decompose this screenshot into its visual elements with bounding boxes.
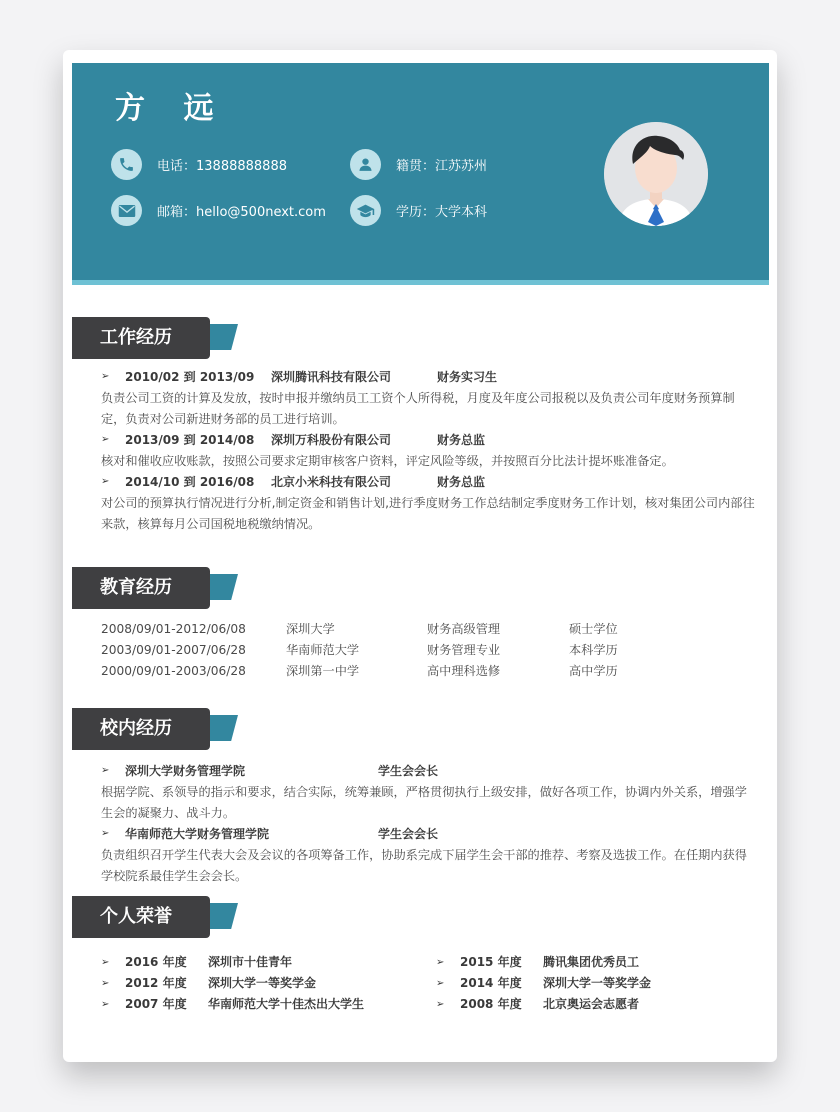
honor-title: 深圳市十佳青年 [208, 955, 293, 969]
edu-school: 深圳大学 [286, 622, 335, 636]
work-role: 财务总监 [437, 433, 486, 447]
honor-title: 北京奥运会志愿者 [543, 997, 640, 1011]
education-text: 学历：大学本科 [396, 205, 488, 220]
bullet-icon: ➢ [436, 999, 445, 1010]
bullet-icon: ➢ [101, 978, 110, 989]
section-work-title: 工作经历 [72, 317, 210, 359]
honor-year: 2015 年度 [460, 955, 522, 969]
edu-school: 深圳第一中学 [286, 664, 360, 678]
edu-degree: 高中学历 [569, 664, 618, 678]
bullet-icon: ➢ [101, 765, 110, 776]
edu-major: 财务高级管理 [427, 622, 501, 636]
section-work-header [72, 317, 242, 361]
phone-info [111, 149, 287, 180]
work-period: 2013/09 到 2014/08 [125, 433, 255, 447]
work-desc: 负责公司工资的计算及发放，按时申报并缴纳员工工资个人所得税，月度及年度公司报税以及负责公司年度财务预算制定，负责对公司新进财务部的员工进行培训。 [101, 391, 735, 426]
edu-major: 高中理科选修 [427, 664, 501, 678]
candidate-name: 方 远 [115, 91, 228, 126]
campus-org: 华南师范大学财务管理学院 [125, 827, 270, 841]
honor-title: 腾讯集团优秀员工 [543, 955, 640, 969]
section-honors-header [72, 896, 242, 940]
work-company: 深圳万科股份有限公司 [271, 433, 392, 447]
section-campus-header [72, 708, 242, 752]
email-text: 邮箱：hello@500next.com [157, 205, 326, 220]
campus-role: 学生会会长 [378, 827, 439, 841]
edu-period: 2008/09/01-2012/06/08 [101, 622, 246, 636]
resume-header [72, 63, 769, 285]
work-period: 2010/02 到 2013/09 [125, 370, 255, 384]
bullet-icon: ➢ [101, 999, 110, 1010]
honor-title: 深圳大学一等奖学金 [543, 976, 652, 990]
edu-school: 华南师范大学 [286, 643, 360, 657]
edu-major: 财务管理专业 [427, 643, 501, 657]
phone-icon [111, 149, 142, 180]
honor-year: 2016 年度 [125, 955, 187, 969]
bullet-icon: ➢ [101, 371, 110, 382]
honor-title: 华南师范大学十佳杰出大学生 [208, 997, 365, 1011]
work-role: 财务实习生 [437, 370, 498, 384]
bullet-icon: ➢ [101, 828, 110, 839]
graduation-cap-icon [350, 195, 381, 226]
campus-org: 深圳大学财务管理学院 [125, 764, 246, 778]
section-education-title: 教育经历 [72, 567, 210, 609]
work-company: 北京小米科技有限公司 [271, 475, 392, 489]
edu-degree: 本科学历 [569, 643, 618, 657]
honor-year: 2012 年度 [125, 976, 187, 990]
bullet-icon: ➢ [101, 434, 110, 445]
education-info [350, 195, 487, 226]
resume-page [63, 50, 777, 1062]
edu-period: 2003/09/01-2007/06/28 [101, 643, 246, 657]
edu-degree: 硕士学位 [569, 622, 618, 636]
honor-year: 2007 年度 [125, 997, 187, 1011]
honor-year: 2014 年度 [460, 976, 522, 990]
hometown-text: 籍贯：江苏苏州 [396, 159, 488, 174]
work-role: 财务总监 [437, 475, 486, 489]
honor-title: 深圳大学一等奖学金 [208, 976, 317, 990]
campus-desc: 根据学院、系领导的指示和要求，结合实际，统筹兼顾，严格贯彻执行上级安排，做好各项工作，协调内外关系，增强学生会的凝聚力、战斗力。 [101, 785, 747, 820]
work-desc: 对公司的预算执行情况进行分析,制定资金和销售计划,进行季度财务工作总结制定季度财务工作计划，核对集团公司内部往来款，核算每月公司国税地税缴纳情况。 [101, 496, 755, 531]
work-period: 2014/10 到 2016/08 [125, 475, 255, 489]
email-info [111, 195, 326, 226]
work-desc: 核对和催收应收账款，按照公司要求定期审核客户资料，评定风险等级，并按照百分比法计提坏账准备定。 [101, 454, 674, 468]
person-icon [350, 149, 381, 180]
section-education-header [72, 567, 242, 611]
campus-role: 学生会会长 [378, 764, 439, 778]
section-campus-title: 校内经历 [72, 708, 210, 750]
work-company: 深圳腾讯科技有限公司 [271, 370, 392, 384]
bullet-icon: ➢ [436, 957, 445, 968]
bullet-icon: ➢ [101, 476, 110, 487]
edu-period: 2000/09/01-2003/06/28 [101, 664, 246, 678]
avatar [604, 122, 708, 226]
bullet-icon: ➢ [436, 978, 445, 989]
section-honors-title: 个人荣誉 [72, 896, 210, 938]
campus-desc: 负责组织召开学生代表大会及会议的各项筹备工作，协助系完成下届学生会干部的推荐、考察及选拔工作。在任期内获得学校院系最佳学生会会长。 [101, 848, 747, 883]
bullet-icon: ➢ [101, 957, 110, 968]
phone-text: 电话：13888888888 [157, 159, 287, 174]
honor-year: 2008 年度 [460, 997, 522, 1011]
mail-icon [111, 195, 142, 226]
hometown-info [350, 149, 487, 180]
